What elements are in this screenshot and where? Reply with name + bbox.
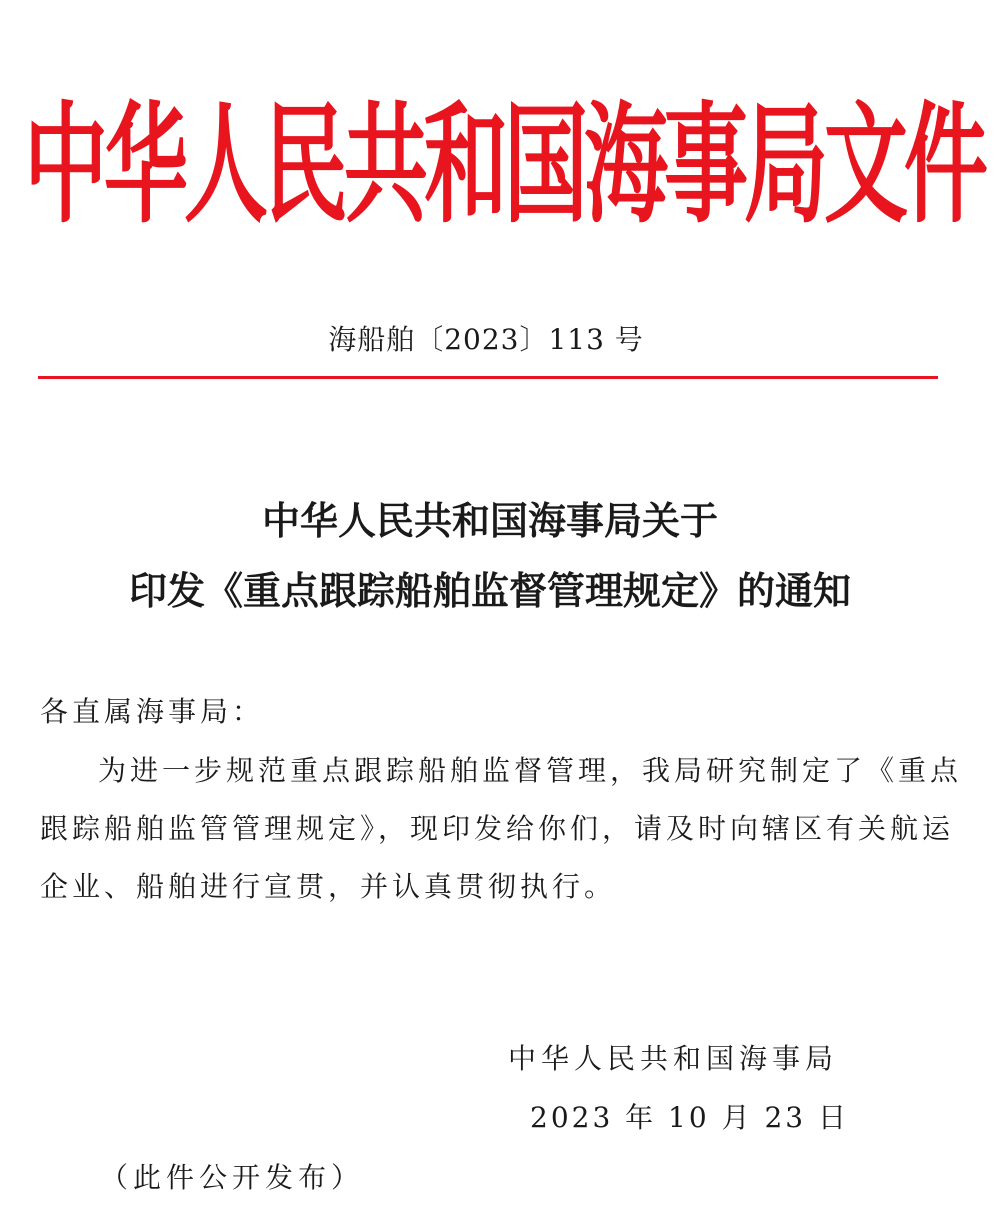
body-paragraph-line-1: 为进一步规范重点跟踪船舶监督管理，我局研究制定了《重点 [98, 754, 963, 787]
signature-organization: 中华人民共和国海事局 [508, 1042, 839, 1075]
salutation: 各直属海事局： [40, 695, 265, 728]
body-paragraph-line-2: 跟踪船舶监管管理规定》，现印发给你们，请及时向辖区有关航运 [40, 812, 955, 845]
body-paragraph-line-3: 企业、船舶进行宣贯，并认真贯彻执行。 [40, 870, 617, 903]
signature-date: 2023 年 10 月 23 日 [530, 1101, 850, 1134]
masthead-title: 中华人民共和国海事局文件 [23, 89, 984, 241]
notice-title-line-2: 印发《重点跟踪船舶监督管理规定》的通知 [128, 569, 851, 613]
document-number: 海船舶〔2023〕113 号 [328, 323, 644, 356]
publication-note: （此件公开发布） [100, 1161, 365, 1194]
red-divider-rule [38, 376, 938, 379]
notice-title-line-1: 中华人民共和国海事局关于 [261, 499, 718, 543]
document-masthead [0, 90, 1008, 240]
